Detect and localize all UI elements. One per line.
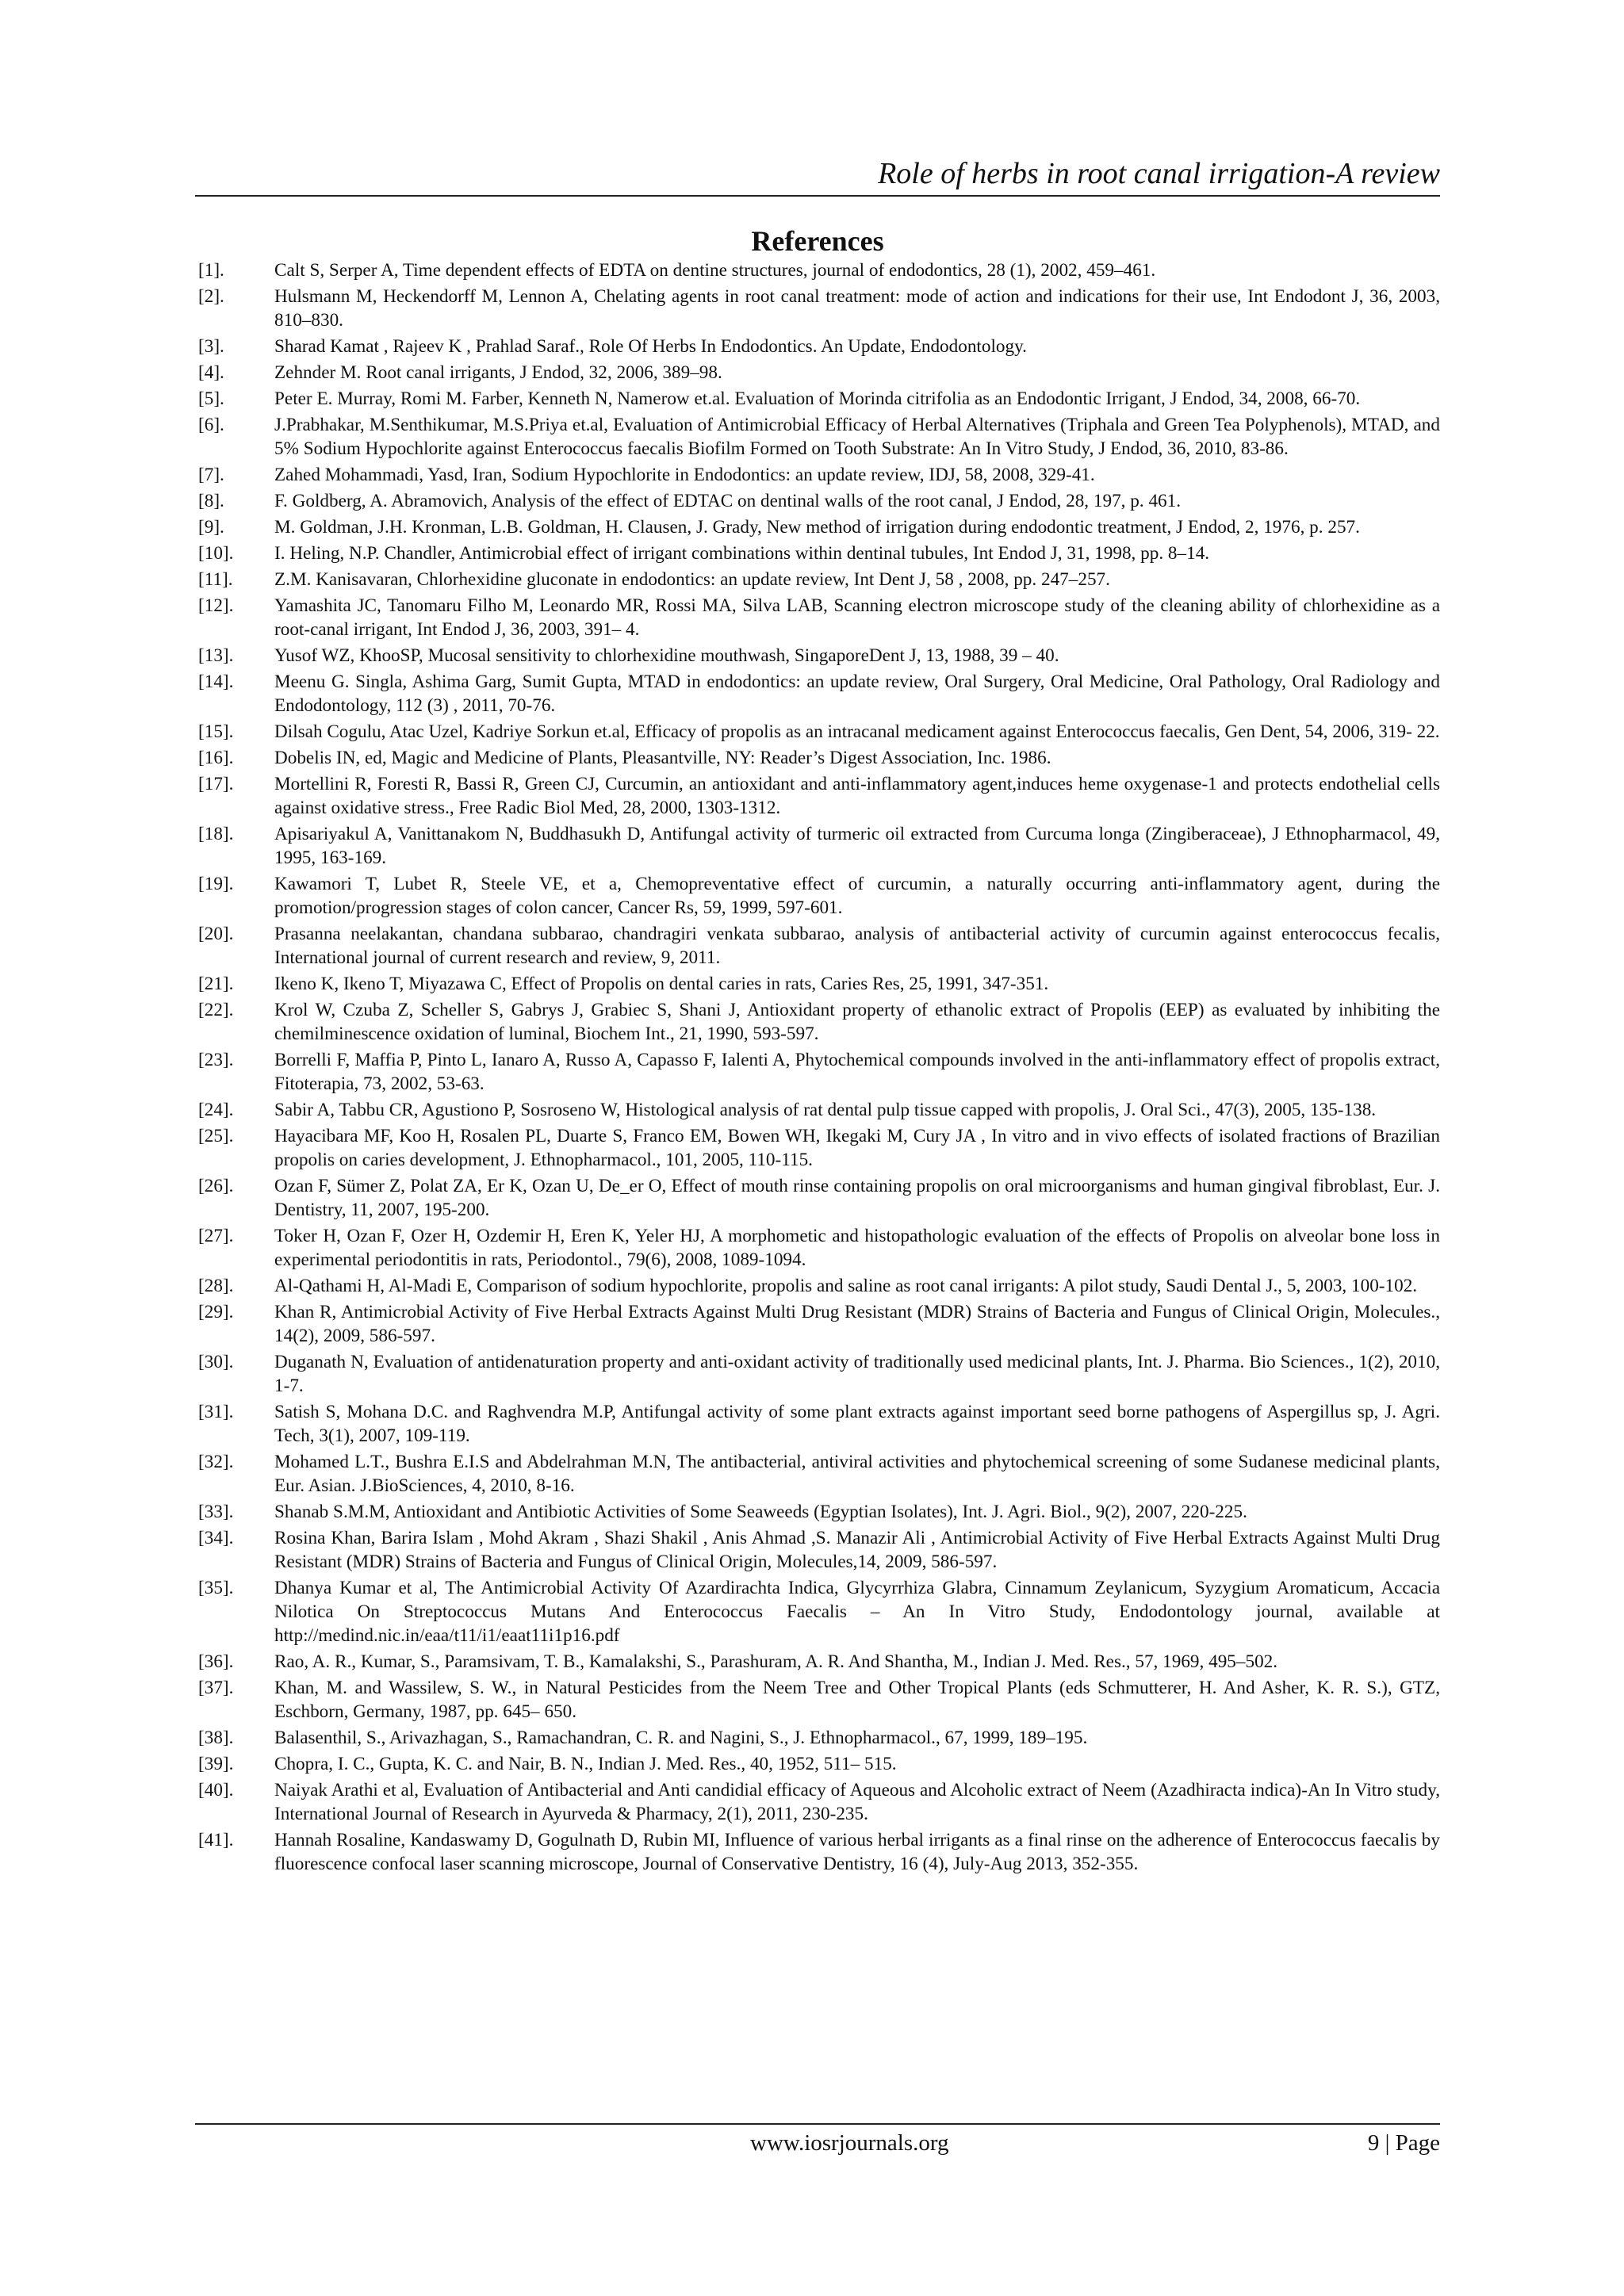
reference-number: [32].	[198, 1452, 234, 1472]
reference-item	[198, 1124, 1440, 1172]
reference-item	[198, 541, 1440, 565]
reference-number: [26].	[198, 1176, 234, 1196]
header-divider	[195, 195, 1440, 197]
reference-text: J.Prabhakar, M.Senthikumar, M.S.Priya et.al, Evaluation of Antimicrobial Efficacy of Herbal Alternatives (Triphala and Green Tea Polyphenols), MTAD, and 5% Sodium Hypochlorite against Enterococcus faecalis Biofilm Formed on Tooth Substrate: An In Vitro Study, J Endod, 36, 2010, 83-86.	[274, 415, 1440, 459]
reference-text: Mortellini R, Foresti R, Bassi R, Green CJ, Curcumin, an antioxidant and anti-inflammatory agent,induces heme oxygenase-1 and protects endothelial cells against oxidative stress., Free Radic Biol Med, 28, 2000, 1303-1312.	[274, 774, 1440, 818]
reference-number: [30].	[198, 1352, 234, 1372]
reference-item	[198, 1828, 1440, 1876]
reference-text: Zehnder M. Root canal irrigants, J Endod, 32, 2006, 389–98.	[274, 362, 722, 383]
reference-number: [24].	[198, 1100, 234, 1120]
reference-number: [2].	[198, 286, 224, 307]
reference-text: Shanab S.M.M, Antioxidant and Antibiotic Activities of Some Seaweeds (Egyptian Isolates), Int. J. Agri. Biol., 9(2), 2007, 220-225.	[274, 1502, 1247, 1522]
reference-item	[198, 1752, 1440, 1776]
reference-number: [23].	[198, 1050, 234, 1070]
reference-number: [34].	[198, 1528, 234, 1548]
references-heading: References	[751, 225, 884, 257]
reference-text: Toker H, Ozan F, Ozer H, Ozdemir H, Eren K, Yeler HJ, A morphometic and histopathologic evaluation of the effects of Propolis on alveolar bone loss in experimental periodontitis in rats, Periodontol., 79(6), 2008, 1089-1094.	[274, 1226, 1440, 1270]
reference-text: Yusof WZ, KhooSP, Mucosal sensitivity to chlorhexidine mouthwash, SingaporeDent J, 13, 1988, 39 – 40.	[274, 645, 1059, 666]
reference-text: Naiyak Arathi et al, Evaluation of Antibacterial and Anti candidial efficacy of Aqueous and Alcoholic extract of Neem (Azadhiracta indica)-An In Vitro study, International Journal of Research in Ayurveda & Pharmacy, 2(1), 2011, 230-235.	[274, 1780, 1440, 1824]
reference-number: [33].	[198, 1502, 234, 1522]
reference-number: [38].	[198, 1728, 234, 1748]
reference-number: [28].	[198, 1276, 234, 1296]
reference-text: Rosina Khan, Barira Islam , Mohd Akram , Shazi Shakil , Anis Ahmad ,S. Manazir Ali , Antimicrobial Activity of Five Herbal Extracts Against Multi Drug Resistant (MDR) Strains of Bacteria and Fungus of Clinical Origin, Molecules,14, 2009, 586-597.	[274, 1528, 1440, 1572]
reference-text: Chopra, I. C., Gupta, K. C. and Nair, B. N., Indian J. Med. Res., 40, 1952, 511– 515.	[274, 1754, 897, 1774]
reference-list	[198, 258, 1440, 1878]
reference-text: Prasanna neelakantan, chandana subbarao, chandragiri venkata subbarao, analysis of antibacterial activity of curcumin against enterococcus fecalis, International journal of current research and review, 9, 2011.	[274, 924, 1440, 968]
reference-number: [3].	[198, 336, 224, 357]
reference-text: Balasenthil, S., Arivazhagan, S., Ramachandran, C. R. and Nagini, S., J. Ethnopharmacol., 67, 1999, 189–195.	[274, 1728, 1088, 1748]
reference-number: [27].	[198, 1226, 234, 1246]
reference-text: Kawamori T, Lubet R, Steele VE, et a, Chemopreventative effect of curcumin, a naturally occurring anti-inflammatory agent, during the promotion/progression stages of colon cancer, Cancer Rs, 59, 1999, 597-601.	[274, 874, 1440, 918]
reference-number: [21].	[198, 974, 234, 994]
reference-text: Ozan F, Sümer Z, Polat ZA, Er K, Ozan U, De_er O, Effect of mouth rinse containing propolis on oral microorganisms and human gingival fibroblast, Eur. J. Dentistry, 11, 2007, 195-200.	[274, 1176, 1440, 1220]
reference-text: Hannah Rosaline, Kandaswamy D, Gogulnath D, Rubin MI, Influence of various herbal irrigants as a final rinse on the adherence of Enterococcus faecalis by fluorescence confocal laser scanning microscope, Journal of Conservative Dentistry, 16 (4), July-Aug 2013, 352-355.	[274, 1830, 1440, 1874]
reference-number: [6].	[198, 415, 224, 435]
reference-number: [14].	[198, 672, 234, 692]
reference-item	[198, 1450, 1440, 1498]
reference-item	[198, 258, 1440, 282]
reference-item	[198, 515, 1440, 539]
reference-number: [12].	[198, 595, 234, 616]
reference-item	[198, 1576, 1440, 1647]
reference-number: [7].	[198, 465, 224, 485]
reference-item	[198, 1650, 1440, 1674]
reference-item	[198, 1274, 1440, 1298]
reference-text: Zahed Mohammadi, Yasd, Iran, Sodium Hypochlorite in Endodontics: an update review, IDJ, 58, 2008, 329-41.	[274, 465, 1095, 485]
running-head-title: Role of herbs in root canal irrigation-A review	[878, 157, 1440, 190]
reference-item	[198, 594, 1440, 641]
reference-text: Al-Qathami H, Al-Madi E, Comparison of sodium hypochlorite, propolis and saline as root canal irrigants: A pilot study, Saudi Dental J., 5, 2003, 100-102.	[274, 1276, 1418, 1296]
reference-number: [40].	[198, 1780, 234, 1800]
reference-item	[198, 772, 1440, 820]
reference-number: [4].	[198, 362, 224, 383]
reference-item	[198, 285, 1440, 332]
reference-text: Sabir A, Tabbu CR, Agustiono P, Sosroseno W, Histological analysis of rat dental pulp tissue capped with propolis, J. Oral Sci., 47(3), 2005, 135-138.	[274, 1100, 1377, 1120]
reference-number: [39].	[198, 1754, 234, 1774]
reference-text: Satish S, Mohana D.C. and Raghvendra M.P, Antifungal activity of some plant extracts against important seed borne pathogens of Aspergillus sp, J. Agri. Tech, 3(1), 2007, 109-119.	[274, 1402, 1440, 1446]
footer-divider	[195, 2123, 1440, 2125]
reference-text: Dobelis IN, ed, Magic and Medicine of Plants, Pleasantville, NY: Reader’s Digest Association, Inc. 1986.	[274, 748, 1051, 768]
reference-text: Z.M. Kanisavaran, Chlorhexidine gluconate in endodontics: an update review, Int Dent J, 58 , 2008, pp. 247–257.	[274, 569, 1110, 590]
reference-item	[198, 1676, 1440, 1724]
reference-item	[198, 335, 1440, 358]
reference-text: Rao, A. R., Kumar, S., Paramsivam, T. B., Kamalakshi, S., Parashuram, A. R. And Shantha, M., Indian J. Med. Res., 57, 1969, 495–502.	[274, 1651, 1278, 1672]
reference-number: [19].	[198, 874, 234, 894]
reference-item	[198, 1048, 1440, 1096]
reference-text: I. Heling, N.P. Chandler, Antimicrobial effect of irrigant combinations within dentinal tubules, Int Endod J, 31, 1998, pp. 8–14.	[274, 543, 1210, 564]
reference-number: [5].	[198, 388, 224, 409]
reference-number: [18].	[198, 824, 234, 844]
reference-text: Ikeno K, Ikeno T, Miyazawa C, Effect of Propolis on dental caries in rats, Caries Res, 25, 1991, 347-351.	[274, 974, 1049, 994]
reference-text: Borrelli F, Maffia P, Pinto L, Ianaro A, Russo A, Capasso F, Ialenti A, Phytochemical compounds involved in the anti-inflammatory effect of propolis extract, Fitoterapia, 73, 2002, 53-63.	[274, 1050, 1440, 1094]
reference-text: Yamashita JC, Tanomaru Filho M, Leonardo MR, Rossi MA, Silva LAB, Scanning electron microscope study of the cleaning ability of chlorhexidine as a root-canal irrigant, Int Endod J, 36, 2003, 391– 4.	[274, 595, 1440, 640]
reference-item	[198, 972, 1440, 996]
reference-item	[198, 1500, 1440, 1524]
reference-item	[198, 1526, 1440, 1574]
reference-item	[198, 670, 1440, 718]
reference-number: [35].	[198, 1578, 234, 1598]
reference-number: [36].	[198, 1651, 234, 1672]
reference-text: Meenu G. Singla, Ashima Garg, Sumit Gupta, MTAD in endodontics: an update review, Oral Surgery, Oral Medicine, Oral Pathology, Oral Radiology and Endodontology, 112 (3) , 2011, 70-76.	[274, 672, 1440, 716]
reference-item	[198, 872, 1440, 920]
reference-number: [9].	[198, 517, 224, 538]
reference-number: [29].	[198, 1302, 234, 1322]
reference-item	[198, 387, 1440, 411]
reference-item	[198, 822, 1440, 870]
reference-text: Krol W, Czuba Z, Scheller S, Gabrys J, Grabiec S, Shani J, Antioxidant property of ethanolic extract of Propolis (EEP) as evaluated by inhibiting the chemilminescence oxidation of luminal, Biochem Int., 21, 1990, 593-597.	[274, 1000, 1440, 1044]
reference-item	[198, 720, 1440, 744]
reference-number: [17].	[198, 774, 234, 794]
reference-number: [16].	[198, 748, 234, 768]
reference-text: Khan R, Antimicrobial Activity of Five Herbal Extracts Against Multi Drug Resistant (MDR) Strains of Bacteria and Fungus of Clinical Origin, Molecules., 14(2), 2009, 586-597.	[274, 1302, 1440, 1346]
footer-page-number: 9 | Page	[1367, 2130, 1440, 2156]
reference-text: Dilsah Cogulu, Atac Uzel, Kadriye Sorkun et.al, Efficacy of propolis as an intracanal medicament against Enterococcus faecalis, Gen Dent, 54, 2006, 319- 22.	[274, 721, 1440, 742]
reference-text: Hulsmann M, Heckendorff M, Lennon A, Chelating agents in root canal treatment: mode of action and indications for their use, Int Endodont J, 36, 2003, 810–830.	[274, 286, 1440, 331]
reference-number: [1].	[198, 260, 224, 281]
reference-item	[198, 644, 1440, 668]
reference-item	[198, 568, 1440, 591]
reference-text: Calt S, Serper A, Time dependent effects of EDTA on dentine structures, journal of endodontics, 28 (1), 2002, 459–461.	[274, 260, 1156, 281]
reference-number: [8].	[198, 491, 224, 511]
reference-text: Sharad Kamat , Rajeev K , Prahlad Saraf., Role Of Herbs In Endodontics. An Update, Endodontology.	[274, 336, 1027, 357]
reference-number: [41].	[198, 1830, 234, 1850]
reference-text: Peter E. Murray, Romi M. Farber, Kenneth N, Namerow et.al. Evaluation of Morinda citrifolia as an Endodontic Irrigant, J Endod, 34, 2008, 66-70.	[274, 388, 1361, 409]
reference-text: Hayacibara MF, Koo H, Rosalen PL, Duarte S, Franco EM, Bowen WH, Ikegaki M, Cury JA , In vitro and in vivo effects of isolated fractions of Brazilian propolis on caries development, J. Ethnopharmacol., 101, 2005, 110-115.	[274, 1126, 1440, 1170]
reference-text: F. Goldberg, A. Abramovich, Analysis of the effect of EDTAC on dentinal walls of the root canal, J Endod, 28, 197, p. 461.	[274, 491, 1182, 511]
reference-item	[198, 489, 1440, 513]
reference-text: M. Goldman, J.H. Kronman, L.B. Goldman, H. Clausen, J. Grady, New method of irrigation during endodontic treatment, J Endod, 2, 1976, p. 257.	[274, 517, 1360, 538]
reference-item	[198, 1350, 1440, 1398]
reference-item	[198, 361, 1440, 385]
reference-item	[198, 1098, 1440, 1122]
reference-number: [22].	[198, 1000, 234, 1020]
reference-number: [20].	[198, 924, 234, 944]
reference-text: Khan, M. and Wassilew, S. W., in Natural Pesticides from the Neem Tree and Other Tropical Plants (eds Schmutterer, H. And Asher, K. R. S.), GTZ, Eschborn, Germany, 1987, pp. 645– 650.	[274, 1678, 1440, 1722]
reference-item	[198, 998, 1440, 1046]
reference-text: Dhanya Kumar et al, The Antimicrobial Activity Of Azardirachta Indica, Glycyrrhiza Glabra, Cinnamum Zeylanicum, Syzygium Aromaticum, Accacia Nilotica On Streptococcus Mutans And Enterococcus Faecalis – An In Vitro Study, Endodontology journal, available at http://medind.nic.in/eaa/t11/i1/eaat11i1p16.pdf	[274, 1578, 1440, 1646]
reference-number: [11].	[198, 569, 233, 590]
reference-text: Duganath N, Evaluation of antidenaturation property and anti-oxidant activity of traditionally used medicinal plants, Int. J. Pharma. Bio Sciences., 1(2), 2010, 1-7.	[274, 1352, 1440, 1396]
reference-item	[198, 1300, 1440, 1348]
reference-item	[198, 746, 1440, 770]
reference-number: [37].	[198, 1678, 234, 1698]
reference-text: Mohamed L.T., Bushra E.I.S and Abdelrahman M.N, The antibacterial, antiviral activities and phytochemical screening of some Sudanese medicinal plants, Eur. Asian. J.BioSciences, 4, 2010, 8-16.	[274, 1452, 1440, 1496]
reference-item	[198, 413, 1440, 461]
reference-item	[198, 1174, 1440, 1222]
reference-item	[198, 1224, 1440, 1272]
reference-item	[198, 1726, 1440, 1750]
reference-item	[198, 922, 1440, 970]
reference-text: Apisariyakul A, Vanittanakom N, Buddhasukh D, Antifungal activity of turmeric oil extracted from Curcuma longa (Zingiberaceae), J Ethnopharmacol, 49, 1995, 163-169.	[274, 824, 1440, 868]
reference-number: [25].	[198, 1126, 234, 1146]
reference-number: [10].	[198, 543, 234, 564]
reference-number: [15].	[198, 721, 234, 742]
footer-journal-url[interactable]: www.iosrjournals.org	[750, 2130, 949, 2156]
reference-number: [31].	[198, 1402, 234, 1422]
reference-number: [13].	[198, 645, 234, 666]
reference-item	[198, 1400, 1440, 1448]
reference-item	[198, 1778, 1440, 1826]
reference-item	[198, 463, 1440, 487]
